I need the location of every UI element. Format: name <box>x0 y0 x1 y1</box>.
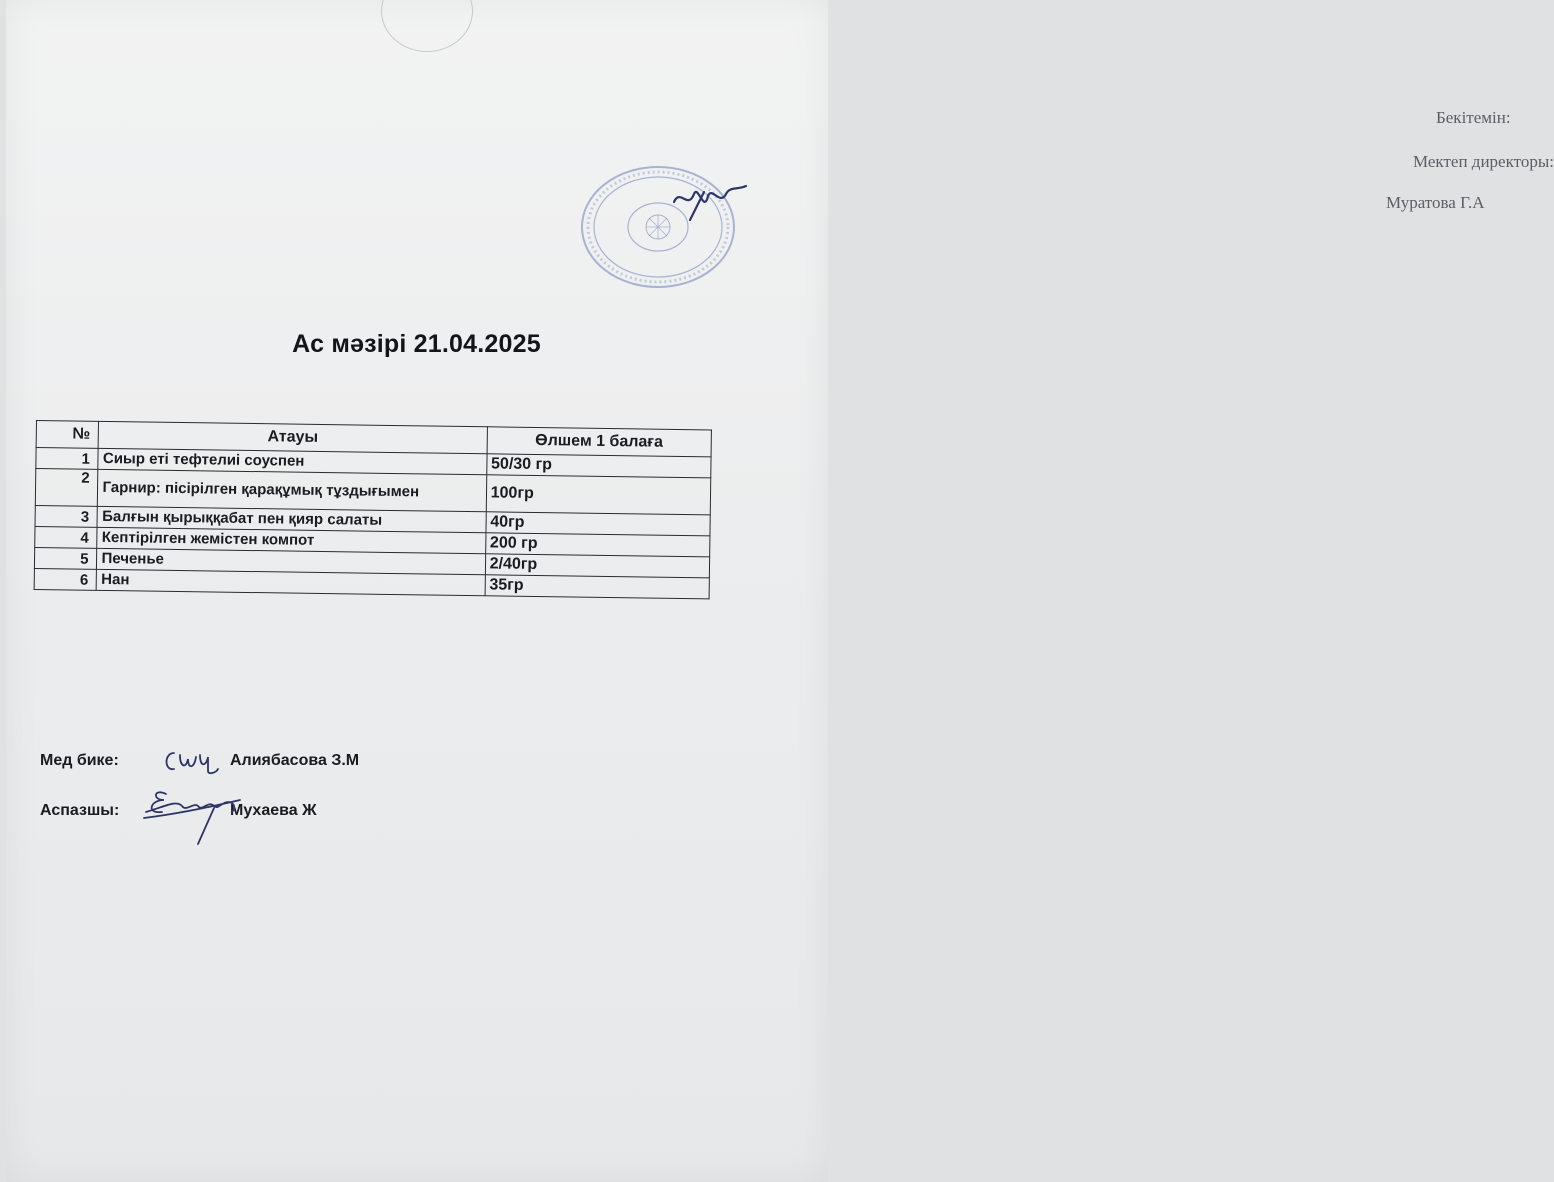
nurse-name: Алиябасова З.М <box>230 752 360 769</box>
row-dish-name: Балғын қырыққабат пен қияр салаты <box>97 506 485 532</box>
row-dish-name: Печенье <box>97 548 485 574</box>
row-number: 3 <box>35 505 98 527</box>
row-dish-name: Кептірілген жемістен компот <box>97 527 485 553</box>
cook-sign-row <box>40 802 317 820</box>
row-amount: 40гр <box>486 512 711 536</box>
row-dish-name: Нан <box>97 569 485 595</box>
row-number: 2 <box>35 469 98 507</box>
menu-table <box>34 420 712 599</box>
row-amount: 200 гр <box>485 533 710 557</box>
director-title: Мектеп директоры: <box>1413 152 1554 171</box>
row-number: 5 <box>34 547 97 569</box>
row-amount: 50/30 гр <box>486 454 711 478</box>
nurse-signature-icon <box>160 745 220 780</box>
column-header-name: Атауы <box>99 421 488 453</box>
row-number: 1 <box>36 448 99 470</box>
row-dish-name: Гарнир: пісірілген қарақұмық тұздығымен <box>98 469 487 511</box>
row-amount: 35гр <box>485 575 710 599</box>
row-number: 4 <box>35 526 98 548</box>
row-dish-name: Сиыр еті тефтелиі соуспен <box>98 448 486 474</box>
cook-name: Мухаева Ж <box>230 802 317 819</box>
column-header-number: № <box>36 421 99 449</box>
row-number: 6 <box>34 568 97 590</box>
nurse-label: Мед бике: <box>40 752 119 769</box>
row-amount: 2/40гр <box>485 554 710 578</box>
director-name: Муратова Г.А <box>1386 193 1485 212</box>
nurse-sign-row <box>40 752 360 770</box>
page-title: Ас мәзірі 21.04.2025 <box>292 330 541 358</box>
sleeve-tab <box>381 0 473 52</box>
cook-label: Аспазшы: <box>40 802 120 819</box>
director-signature-icon <box>670 180 750 222</box>
row-amount: 100гр <box>486 475 711 515</box>
approval-heading: Бекітемін: <box>1436 108 1511 127</box>
column-header-amount: Өлшем 1 балаға <box>487 427 712 457</box>
cook-signature-icon <box>136 778 246 848</box>
